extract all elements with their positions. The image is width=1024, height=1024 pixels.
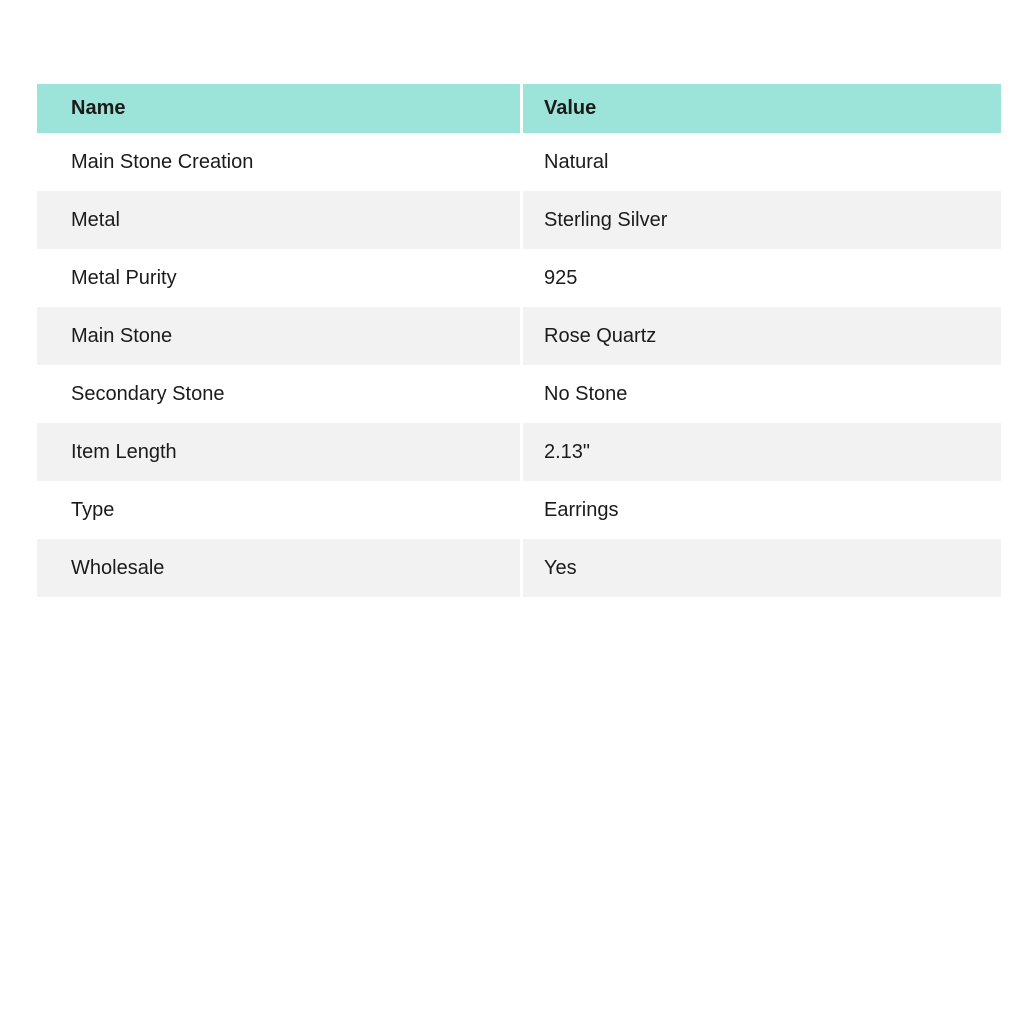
attribute-name-cell: Main Stone [37,307,523,365]
attribute-value-cell: Sterling Silver [523,191,1001,249]
attribute-name-cell: Metal Purity [37,249,523,307]
attribute-value-cell: 925 [544,266,578,289]
attribute-name-cell: Wholesale [37,539,523,597]
attribute-value-cell: Natural [544,150,609,173]
table-row [37,539,1001,597]
table-row [37,481,1001,539]
attribute-value-cell: Earrings [544,498,619,521]
attribute-name-cell: Metal [37,191,523,249]
attribute-value-cell: Yes [523,539,1001,597]
table-header-row [37,84,1001,133]
attribute-value-cell: 2.13" [523,423,1001,481]
column-header-name: Name [37,84,523,133]
table-row [37,365,1001,423]
table-row [37,191,1001,249]
table-row [37,133,1001,191]
table-row [37,423,1001,481]
attribute-name-cell: Type [37,481,523,539]
attribute-name-cell: Main Stone Creation [37,133,523,191]
column-header-value: Value [523,84,1001,133]
attribute-name-cell: Item Length [37,423,523,481]
attribute-value-cell: No Stone [544,382,628,405]
attribute-name-cell: Secondary Stone [37,365,523,423]
attribute-value-cell: Rose Quartz [523,307,1001,365]
item-specifics-table [37,84,1001,597]
table-row [37,307,1001,365]
table-row [37,249,1001,307]
table-body [37,133,1001,597]
